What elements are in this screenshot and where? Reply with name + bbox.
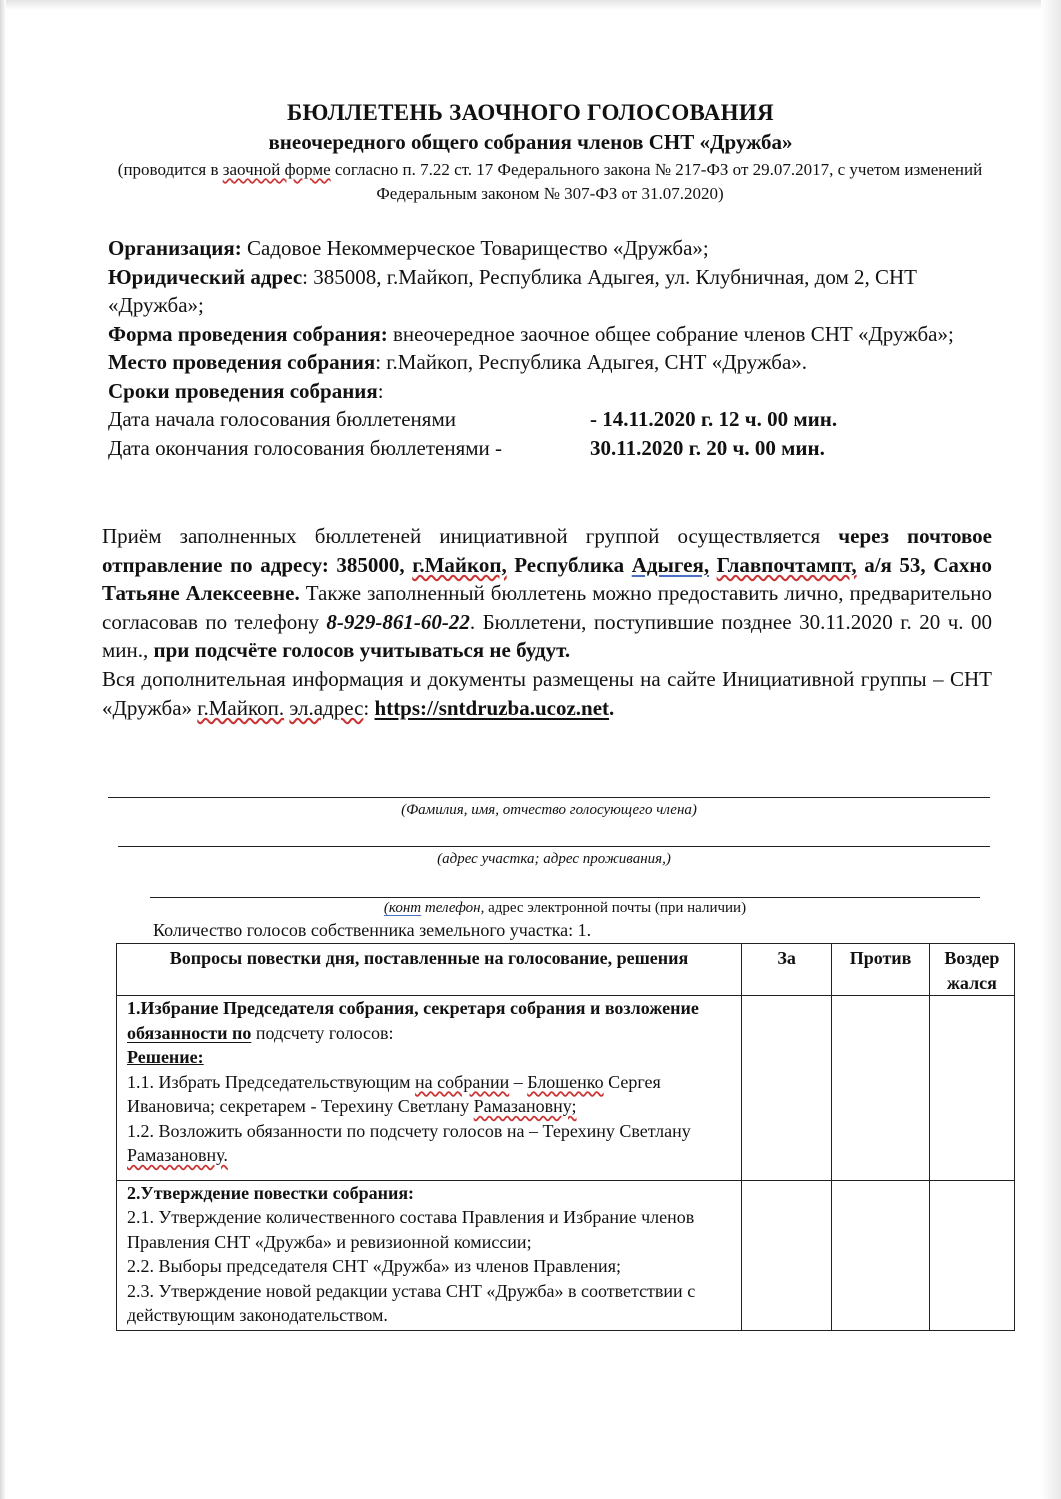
phone-number: 8-929-861-60-22 [326, 609, 470, 634]
question-2-cell [117, 1180, 742, 1330]
vote-against-cell-2[interactable] [832, 1180, 929, 1330]
document-subtitle: внеочередного общего собрания членов СНТ «Дружба» [268, 130, 793, 154]
address-field-line[interactable] [118, 846, 990, 847]
vote-abstain-cell-1[interactable] [929, 996, 1014, 1181]
page-edge-top [0, 0, 1061, 10]
name-field-caption: (Фамилия, имя, отчество голосующего члена) [401, 802, 697, 818]
question-1-cell [117, 996, 742, 1181]
question-2-item-2: 2.2. Выборы председателя СНТ «Дружба» из членов Правления; [127, 1256, 621, 1276]
ballot-table [116, 943, 1015, 1331]
question-2-title: 2.Утверждение повестки собрания: [127, 1182, 415, 1203]
header-abstained: Воздер жался [929, 944, 1014, 996]
meeting-info [108, 234, 1008, 462]
question-2-item-3: 2.3. Утверждение новой редакции устава СНТ «Дружба» в соответствии с действующим законодательством. [127, 1280, 696, 1325]
question-1-item-2: 1.2. Возложить обязанности по подсчету голосов на – Терехину Светлану Рамазановну. [127, 1120, 691, 1165]
reception-text: Приём заполненных бюллетеней инициативной группой осуществляется через почтовое отправление по адресу: 385000, г.Майкоп, Республика Адыгея, Главпочтампт, а/я 53, Сахно Татьяне Алексеевне. Также заполненный бюллетень можно предоставить лично, предварительно согласовав по телефону 8-929-861-60-22. Бюллетени, поступившие позднее 30.11.2020 г. 20 ч. 00 мин., при подсчёте голосов учитываться не будут. [102, 524, 993, 663]
website-link[interactable]: https://sntdruzba.ucoz.net [374, 695, 610, 720]
votes-count: Количество голосов собственника земельного участка: 1. [153, 920, 592, 940]
name-field-line[interactable] [108, 797, 990, 798]
legal-basis-note: (проводится в заочной форме согласно п. 7.22 ст. 17 Федерального закона № 217-ФЗ от 29.07.2017, с учетом изменений Федеральным законом № 307-ФЗ от 31.07.2020) [117, 160, 983, 203]
vote-for-cell-1[interactable] [742, 996, 832, 1181]
contact-field-line[interactable] [150, 897, 980, 898]
reception-paragraph [102, 522, 992, 722]
meeting-form-line: Форма проведения собрания: внеочередное заочное общее собрание членов СНТ «Дружба»; [108, 321, 954, 346]
page-edge-left [0, 0, 6, 1499]
organization-line: Организация: Садовое Некоммерческое Товарищество «Дружба»; [108, 236, 709, 260]
question-1-item-1: 1.1. Избрать Председательствующим на собрании – Блошенко Сергея Ивановича; секретарем - Терехину Светлану Рамазановну; [127, 1071, 661, 1116]
vote-for-cell-2[interactable] [742, 1180, 832, 1330]
note-form-text: заочной форме [222, 160, 331, 179]
start-date-row: Дата начала голосования бюллетенями - 14.11.2020 г. 12 ч. 00 мин. [108, 407, 838, 431]
vote-abstain-cell-2[interactable] [929, 1180, 1014, 1330]
table-row [117, 1180, 1015, 1330]
header-for: За [742, 944, 832, 996]
table-row [117, 996, 1015, 1181]
address-field-caption: (адрес участка; адрес проживания,) [437, 851, 671, 867]
vote-against-cell-1[interactable] [832, 996, 929, 1181]
meeting-terms-line: Сроки проведения собрания: [108, 378, 384, 403]
meeting-place-line: Место проведения собрания: г.Майкоп, Республика Адыгея, СНТ «Дружба». [108, 350, 808, 374]
document-title: БЮЛЛЕТЕНЬ ЗАОЧНОГО ГОЛОСОВАНИЯ [287, 100, 774, 125]
contact-field-caption: (конт телефон, адрес электронной почты (при наличии) [383, 900, 747, 916]
end-date-row: Дата окончания голосования бюллетенями - 30.11.2020 г. 20 ч. 00 мин. [108, 435, 825, 460]
table-header-row [117, 944, 1015, 996]
header-question: Вопросы повестки дня, поставленные на голосование, решения [117, 944, 742, 996]
legal-address-line: Юридический адрес: 385008, г.Майкоп, Республика Адыгея, ул. Клубничная, дом 2, СНТ «Дружба»; [108, 264, 917, 317]
header-against: Против [832, 944, 929, 996]
website-text: Вся дополнительная информация и документы размещены на сайте Инициативной группы – СНТ «Дружба» г.Майкоп. эл.адрес: https://sntdruzba.ucoz.net. [102, 666, 992, 720]
question-2-item-1: 2.1. Утверждение количественного состава Правления и Избрание членов Правления СНТ «Дружба» и ревизионной комиссии; [127, 1207, 695, 1252]
question-1-title: 1.Избрание Председателя собрания, секретаря собрания и возложение обязанности по подсчету голосов: [127, 998, 699, 1043]
question-1-decision-label: Решение: [127, 1047, 204, 1067]
page-edge-right [1041, 0, 1061, 1499]
